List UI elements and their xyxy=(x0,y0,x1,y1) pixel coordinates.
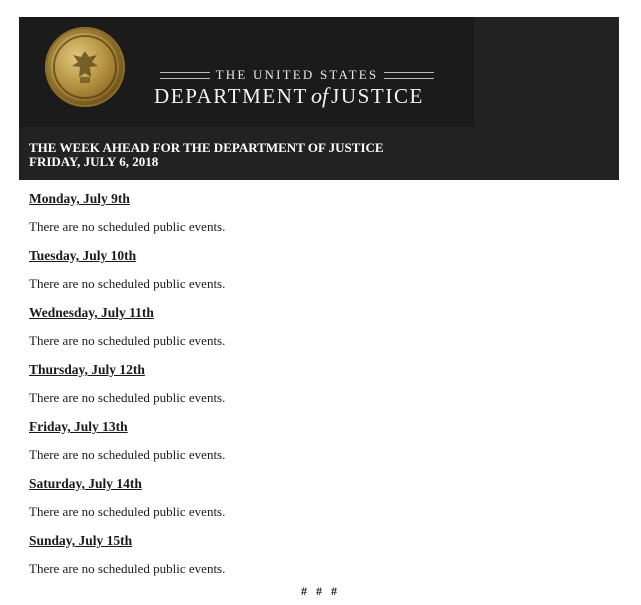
day-text: There are no scheduled public events. xyxy=(29,276,226,291)
headline-date: FRIDAY, JULY 6, 2018 xyxy=(29,154,159,169)
day-text: There are no scheduled public events. xyxy=(29,390,226,405)
logo-panel xyxy=(19,17,474,127)
logo-line-1 xyxy=(154,67,440,83)
logo-line-2 xyxy=(154,83,454,113)
logo-rule-right xyxy=(384,72,434,79)
day-text: There are no scheduled public events. xyxy=(29,219,226,234)
day-title-link[interactable]: Monday, July 9th xyxy=(29,191,130,206)
logo-of: of xyxy=(310,83,329,108)
day-title-link[interactable]: Saturday, July 14th xyxy=(29,476,142,491)
day-title-link[interactable]: Tuesday, July 10th xyxy=(29,248,137,263)
logo-department: DEPARTMENT xyxy=(154,84,308,108)
end-mark: # # # xyxy=(301,584,340,598)
headline-block xyxy=(29,141,589,169)
day-text: There are no scheduled public events. xyxy=(29,504,226,519)
logo-justice: JUSTICE xyxy=(331,84,424,108)
eagle-icon xyxy=(67,47,103,87)
logo-united-states: THE UNITED STATES xyxy=(215,67,379,82)
day-tuesday xyxy=(29,247,609,292)
day-thursday xyxy=(29,361,609,406)
day-monday xyxy=(29,190,609,235)
day-wednesday xyxy=(29,304,609,349)
day-text: There are no scheduled public events. xyxy=(29,333,226,348)
day-title-link[interactable]: Sunday, July 15th xyxy=(29,533,133,548)
schedule-list xyxy=(29,190,609,589)
day-title-link[interactable]: Wednesday, July 11th xyxy=(29,305,154,320)
logo-rule-left xyxy=(160,72,210,79)
day-text: There are no scheduled public events. xyxy=(29,561,226,576)
headline-title: THE WEEK AHEAD FOR THE DEPARTMENT OF JUSTICE xyxy=(29,140,384,155)
day-title-link[interactable]: Friday, July 13th xyxy=(29,419,128,434)
header-banner xyxy=(19,17,619,180)
day-text: There are no scheduled public events. xyxy=(29,447,226,462)
day-friday xyxy=(29,418,609,463)
doj-seal-icon xyxy=(45,27,125,107)
day-sunday xyxy=(29,532,609,577)
day-title-link[interactable]: Thursday, July 12th xyxy=(29,362,145,377)
day-saturday xyxy=(29,475,609,520)
